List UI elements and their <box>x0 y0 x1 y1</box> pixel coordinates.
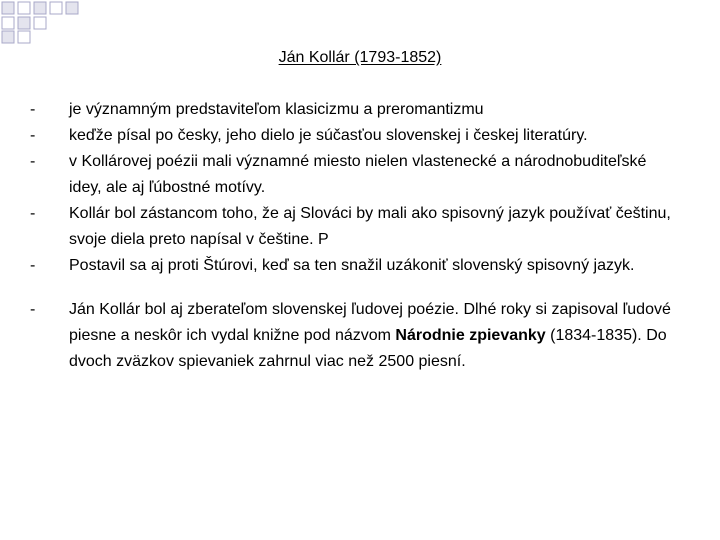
deco-square <box>18 17 30 29</box>
bullet-marker: - <box>30 153 36 170</box>
bullet-text: je významným predstaviteľom klasicizmu a preromantizmu <box>69 101 484 118</box>
bullet-item <box>30 123 680 149</box>
deco-square <box>34 2 46 14</box>
deco-square <box>2 2 14 14</box>
bullet-text-after: (1834-1835). Do dvoch zväzkov spievaniek zahrnul viac než 2500 piesní. <box>69 327 667 370</box>
bullet-item <box>30 253 680 279</box>
deco-square <box>50 2 62 14</box>
deco-square <box>2 31 14 43</box>
bullet-item <box>30 297 680 375</box>
bullet-marker: - <box>30 301 36 318</box>
bullet-marker: - <box>30 101 36 118</box>
deco-square <box>34 17 46 29</box>
song-collection-title: Národnie zpievanky <box>395 327 546 344</box>
slide-title: Ján Kollár (1793-1852) <box>278 49 442 66</box>
bullet-marker: - <box>30 257 36 274</box>
bullet-text-before: Ján Kollár bol aj zberateľom slovenskej ľudovej poézie. Dlhé roky si zapisoval ľudové piesne a neskôr ich vydal knižne pod názvom <box>69 301 671 344</box>
deco-square <box>66 2 78 14</box>
bullet-text: Postavil sa aj proti Štúrovi, keď sa ten snažil uzákoniť slovenský spisovný jazyk. <box>69 257 635 274</box>
bullet-item <box>30 97 680 123</box>
deco-square <box>2 17 14 29</box>
decorative-squares-header <box>0 0 720 45</box>
bullet-list <box>30 97 680 375</box>
bullet-marker: - <box>30 205 36 222</box>
bullet-marker: - <box>30 127 36 144</box>
bullet-item <box>30 201 680 253</box>
bullet-item <box>30 149 680 201</box>
bullet-text: Kollár bol zástancom toho, že aj Slováci by mali ako spisovný jazyk používať češtinu, svoje diela preto napísal v češtine. P <box>69 205 671 248</box>
bullet-text: v Kollárovej poézii mali významné miesto nielen vlastenecké a národnobuditeľské idey, ale aj ľúbostné motívy. <box>69 153 647 196</box>
bullet-text: keďže písal po česky, jeho dielo je súčasťou slovenskej i českej literatúry. <box>69 127 588 144</box>
deco-square <box>18 31 30 43</box>
deco-square <box>18 2 30 14</box>
